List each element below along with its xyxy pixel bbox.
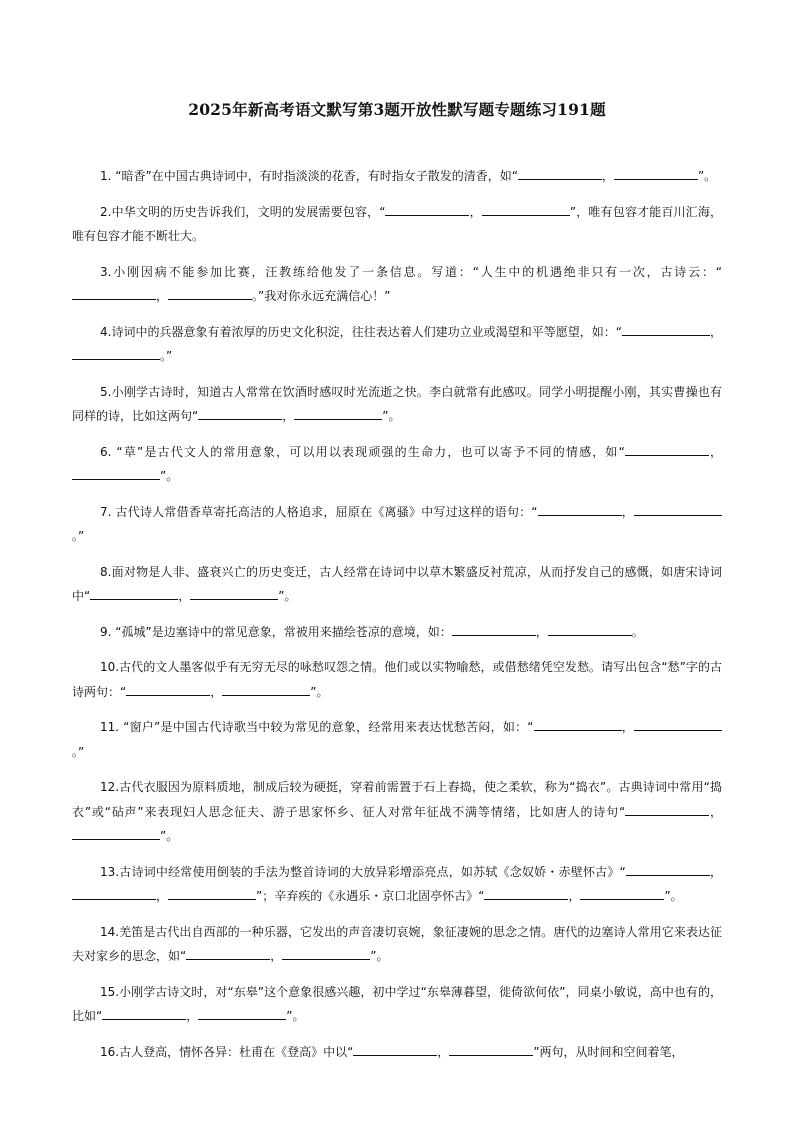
answer-blank: [580, 887, 664, 900]
answer-blank: [614, 167, 698, 180]
answer-blank: [634, 718, 722, 731]
question-8: 8.面对物是人非、盛衰兴亡的历史变迁，古人经常在诗词中以草木繁盛反衬荒凉，从而抒发自己的感慨，如唐宋诗词中“ ， ”。: [72, 564, 722, 603]
answer-blank: [72, 887, 156, 900]
answer-blank: [168, 287, 252, 300]
document-title: 2025年新高考语文默写第3题开放性默写题专题练习191题: [188, 100, 606, 119]
answer-blank: [518, 167, 602, 180]
question-14: 14.羌笛是古代出自西部的一种乐器，它发出的声音凄切哀婉，象征凄婉的思念之情。唐代的边塞诗人常用它来表达征夫对家乡的思念，如“ ， ”。: [72, 924, 722, 963]
answer-blank: [625, 443, 709, 456]
question-13: 13.古诗词中经常使用倒装的手法为整首诗词的大放异彩增添亮点，如苏轼《念奴娇・赤壁怀古》“ ，， ”；辛弃疾的《永遇乐・京口北固亭怀古》“ ， ”。: [72, 860, 722, 909]
answer-blank: [625, 803, 709, 816]
answer-blank: [449, 1043, 533, 1056]
question-7: 7. 古代诗人常借香草寄托高洁的人格追求，屈原在《离骚》中写过这样的语句：“ ，。”: [72, 500, 722, 549]
answer-blank: [72, 347, 160, 360]
answer-blank: [482, 203, 570, 216]
question-11: 11. “窗户”是中国古代诗歌当中较为常见的意象，经常用来表达忧愁苦闷，如：“ ，。”: [72, 715, 722, 764]
answer-blank: [72, 287, 156, 300]
question-16: 16.古人登高，情怀各异：杜甫在《登高》中以“ ， ”两句，从时间和空间着笔，: [100, 1044, 684, 1059]
answer-blank: [126, 683, 210, 696]
answer-blank: [452, 623, 536, 636]
question-2: 2.中华文明的历史告诉我们，文明的发展需要包容，“ ， ”，唯有包容才能百川汇海，唯有包容才能不断壮大。: [72, 204, 723, 243]
question-5: 5.小刚学古诗时，知道古人常常在饮酒时感叹时光流逝之快。李白就常有此感叹。同学小明提醒小刚，其实曹操也有同样的诗，比如这两句“ ， ”。: [72, 384, 722, 423]
answer-blank: [186, 947, 270, 960]
answer-blank: [634, 503, 722, 516]
question-9: 9. “孤城”是边塞诗中的常见意象，常被用来描绘苍凉的意境，如： ， 。: [100, 624, 644, 639]
answer-blank: [282, 947, 370, 960]
answer-blank: [72, 467, 160, 480]
answer-blank: [102, 1007, 186, 1020]
answer-blank: [168, 887, 256, 900]
question-12: 12.古代衣服因为原料质地，制成后较为硬挺，穿着前需置于石上舂捣，使之柔软，称为“捣衣”。古典诗词中常用“捣衣”或“砧声”来表现妇人思念征夫、游子思家怀乡、征人对常年征战不满等情绪，比如唐人的诗句“ ，”。: [72, 780, 722, 843]
answer-blank: [626, 863, 710, 876]
answer-blank: [198, 1007, 286, 1020]
answer-blank: [198, 407, 282, 420]
question-10: 10.古代的文人墨客似乎有无穷无尽的咏愁叹怨之情。他们或以实物喻愁，或借愁绪凭空发愁。请写出包含“愁”字的古诗两句：“ ， ”。: [72, 660, 722, 699]
answer-blank: [534, 718, 622, 731]
answer-blank: [222, 683, 310, 696]
answer-blank: [484, 887, 568, 900]
question-4: 4.诗词中的兵器意象有着浓厚的历史文化积淀，往往表达着人们建功立业或渴望和平等愿望，如：“ ，。”: [72, 320, 722, 369]
answer-blank: [353, 1043, 437, 1056]
answer-blank: [385, 203, 469, 216]
question-6: 6. “草”是古代文人的常用意象，可以用以表现顽强的生命力，也可以寄予不同的情感，如“ ，”。: [72, 440, 722, 489]
answer-blank: [548, 623, 632, 636]
answer-blank: [538, 503, 622, 516]
answer-blank: [622, 323, 710, 336]
answer-blank: [190, 587, 278, 600]
question-1: 1. “暗香”在中国古典诗词中，有时指淡淡的花香，有时指女子散发的清香，如“ ， ”。: [100, 169, 717, 183]
question-3: 3.小刚因病不能参加比赛，汪教练给他发了一条信息。写道：“人生中的机遇绝非只有一次，古诗云：“， 。”我对你永远充满信心！”: [72, 260, 722, 309]
answer-blank: [294, 407, 382, 420]
question-15: 15.小刚学古诗文时，对“东皋”这个意象很感兴趣，初中学过“东皋薄暮望，徙倚欲何依”，同桌小敏说，高中也有的，比如“ ， ”。: [72, 984, 722, 1023]
answer-blank: [72, 827, 160, 840]
answer-blank: [90, 587, 178, 600]
